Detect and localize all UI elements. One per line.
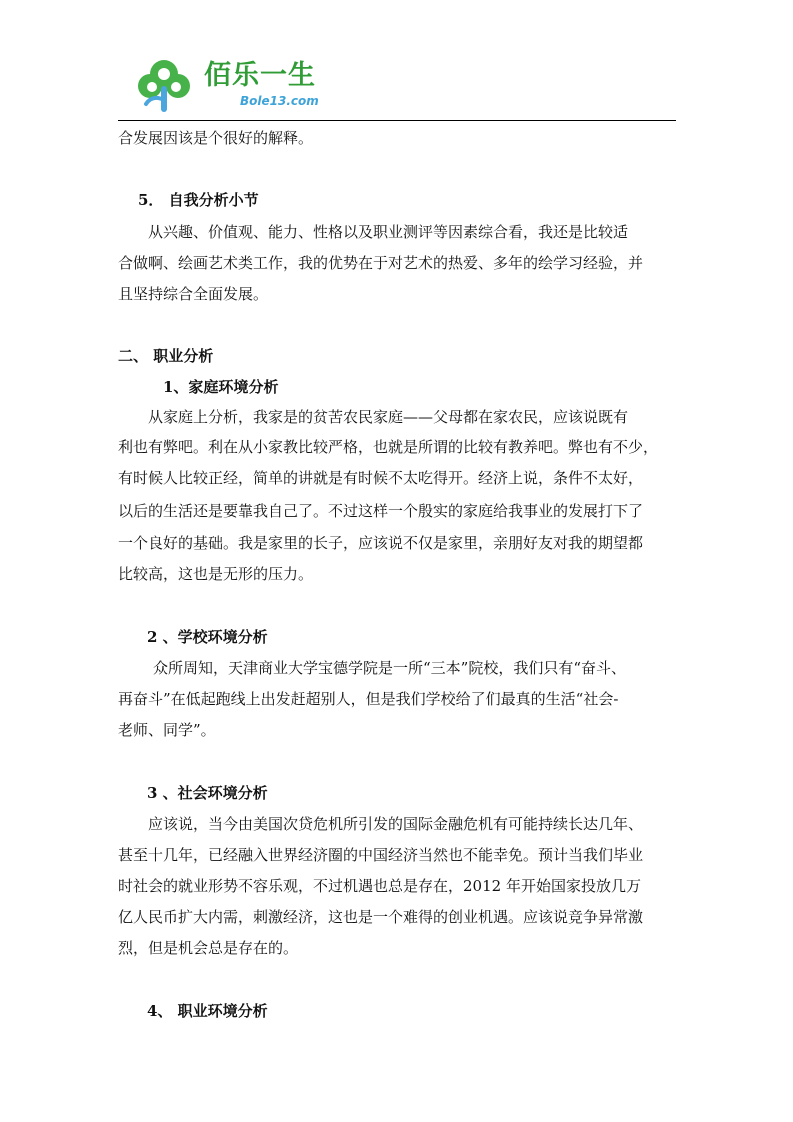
header-divider xyxy=(118,120,676,121)
text-line: 有时候人比较正经，简单的讲就是有时候不太吃得开。经济上说，条件不太好， xyxy=(118,469,644,487)
section-heading: 1、家庭环境分析 xyxy=(163,378,279,396)
text-line: 从家庭上分析，我家是的贫苦农民家庭——父母都在家农民，应该说既有 xyxy=(148,408,629,426)
section-heading: 2 、学校环境分析 xyxy=(147,628,268,646)
page-header xyxy=(118,52,676,122)
text-line: 以后的生活还是要靠我自己了。不过这样一个殷实的家庭给我事业的发展打下了 xyxy=(118,502,644,520)
text-line: 时社会的就业形势不容乐观，不过机遇也总是存在，2012 年开始国家投放几万 xyxy=(118,877,641,895)
text-line: 合做啊、绘画艺术类工作，我的优势在于对艺术的热爱、多年的绘学习经验，并 xyxy=(118,254,644,272)
section-heading: 4、 职业环境分析 xyxy=(147,1002,268,1020)
text-line: 一个良好的基础。我是家里的长子，应该说不仅是家里，亲朋好友对我的期望都 xyxy=(118,534,644,552)
text-line: 老师、同学”。 xyxy=(118,721,216,739)
text-line: 利也有弊吧。利在从小家教比较严格，也就是所谓的比较有教养吧。弊也有不少， xyxy=(118,438,659,456)
brand-domain: Bole13.com xyxy=(240,94,319,108)
text-line: 众所周知，天津商业大学宝德学院是一所“三本”院校，我们只有“奋斗、 xyxy=(153,659,627,677)
chapter-heading: 二、 职业分析 xyxy=(118,347,214,365)
text-line: 甚至十几年，已经融入世界经济圈的中国经济当然也不能幸免。预计当我们毕业 xyxy=(118,846,644,864)
tree-logo-icon xyxy=(136,56,192,116)
section-heading: 5． 自我分析小节 xyxy=(138,191,259,209)
brand-name: 佰乐一生 xyxy=(204,60,316,91)
text-line: 再奋斗”在低起跑线上出发赶超别人，但是我们学校给了们最真的生活“社会- xyxy=(118,690,619,708)
text-line: 烈，但是机会总是存在的。 xyxy=(118,939,299,957)
text-line: 且坚持综合全面发展。 xyxy=(118,285,269,303)
text-line: 从兴趣、价值观、能力、性格以及职业测评等因素综合看，我还是比较适 xyxy=(148,223,629,241)
text-line: 亿人民币扩大内需，刺激经济，这也是一个难得的创业机遇。应该说竞争异常激 xyxy=(118,908,644,926)
text-line: 应该说，当今由美国次贷危机所引发的国际金融危机有可能持续长达几年、 xyxy=(148,815,644,833)
section-heading: 3 、社会环境分析 xyxy=(147,784,268,802)
text-line: 比较高，这也是无形的压力。 xyxy=(118,565,314,583)
text-line: 合发展因该是个很好的解释。 xyxy=(118,129,314,147)
